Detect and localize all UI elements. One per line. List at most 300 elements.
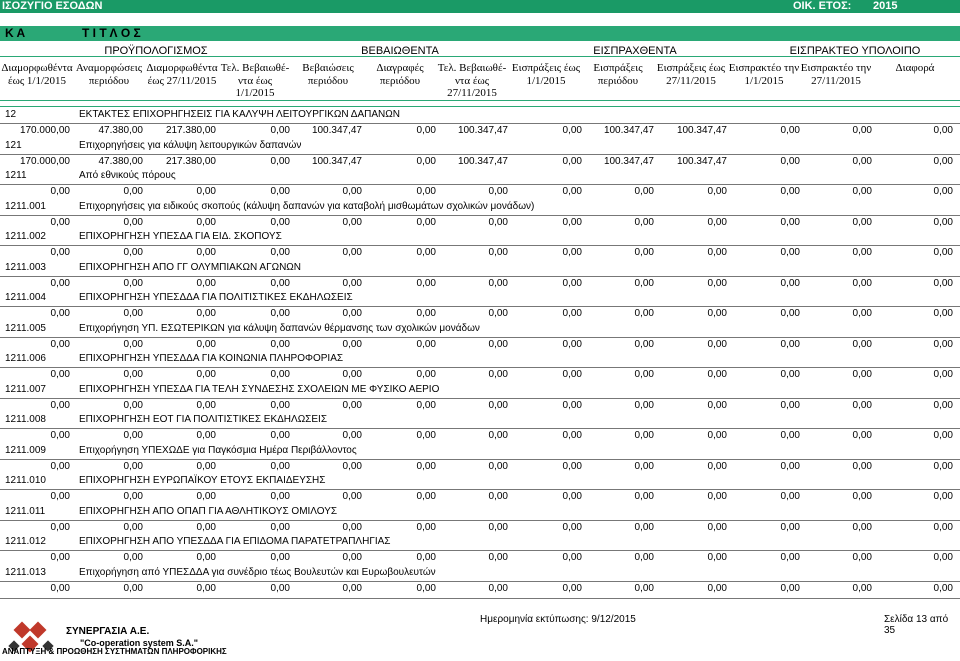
column-header-line: 1/1/2015 — [526, 74, 566, 87]
row-value: 0,00 — [562, 277, 582, 289]
row-value: 0,00 — [196, 216, 216, 228]
row-value: 0,00 — [123, 277, 143, 289]
row-value: 0,00 — [342, 338, 362, 350]
company-description: ΑΝΑΠΤΥΞΗ & ΠΡΟΩΘΗΣΗ ΣΥΣΤΗΜΑΤΩΝ ΠΛΗΡΟΦΟΡΙΚΗΣ — [2, 647, 227, 656]
row-separator — [0, 367, 960, 368]
row-value: 0,00 — [123, 582, 143, 594]
row-value: 0,00 — [270, 369, 290, 380]
row-value: 0,00 — [634, 552, 654, 563]
row-value: 0,00 — [933, 125, 953, 136]
row-value: 0,00 — [562, 582, 582, 594]
row-value: 0,00 — [50, 369, 70, 380]
row-value: 0,00 — [196, 247, 216, 258]
row-value: 0,00 — [852, 399, 872, 411]
row-value: 0,00 — [933, 155, 953, 167]
row-value: 0,00 — [416, 491, 436, 502]
row-code: 1211.005 — [5, 322, 46, 334]
row-value: 0,00 — [270, 338, 290, 350]
row-value: 217.380,00 — [165, 125, 216, 136]
column-header-line: 27/11/2015 — [447, 87, 497, 99]
row-value: 0,00 — [634, 369, 654, 380]
column-header-line: έως 1/1/2015 — [7, 74, 67, 87]
row-title: ΕΠΙΧΟΡΗΓΗΣΗ ΑΠΟ ΟΠΑΠ ΓΙΑ ΑΘΛΗΤΙΚΟΥΣ ΟΜΙΛΟΥΣ — [79, 505, 338, 517]
row-value: 0,00 — [488, 521, 508, 533]
row-value: 0,00 — [634, 430, 654, 441]
row-value: 0,00 — [50, 460, 70, 472]
row-value: 0,00 — [342, 582, 362, 594]
row-value: 0,00 — [196, 277, 216, 289]
row-value: 0,00 — [780, 582, 800, 594]
row-value: 0,00 — [416, 308, 436, 319]
column-header-line: Εισπράξεις έως — [656, 62, 726, 74]
row-value: 0,00 — [707, 186, 727, 197]
column-header-line: Διαμορφωθέντα — [1, 62, 73, 74]
row-value: 0,00 — [196, 552, 216, 563]
row-code: 1211.003 — [5, 261, 46, 273]
row-value: 0,00 — [562, 216, 582, 228]
row-code: 1211.009 — [5, 444, 46, 456]
group-receivable: ΕΙΣΠΡΑΚΤΕΟ ΥΠΟΛΟΙΠΟ — [789, 45, 921, 57]
row-value: 0,00 — [562, 369, 582, 380]
row-title: Επιχορήγηση από ΥΠΕΣΔΔΑ για συνέδριο τέως Βουλευτών και Ευρωβουλευτών — [79, 566, 436, 578]
row-value: 100.347,47 — [457, 125, 508, 136]
row-value: 0,00 — [852, 277, 872, 289]
row-title: Επιχορήγηση ΥΠΕΧΩΔΕ για Παγκόσμια Ημέρα Περιβάλλοντος — [79, 444, 357, 456]
row-value: 0,00 — [852, 430, 872, 441]
row-separator — [0, 276, 960, 277]
row-value: 0,00 — [780, 430, 800, 441]
row-value: 0,00 — [123, 460, 143, 472]
row-code: 1211.012 — [5, 536, 46, 547]
row-value: 0,00 — [123, 491, 143, 502]
row-separator — [0, 428, 960, 429]
row-value: 0,00 — [50, 582, 70, 594]
row-value: 0,00 — [50, 430, 70, 441]
row-value: 0,00 — [852, 582, 872, 594]
row-value: 0,00 — [780, 277, 800, 289]
row-value: 0,00 — [196, 582, 216, 594]
row-value: 0,00 — [196, 369, 216, 380]
row-value: 0,00 — [123, 247, 143, 258]
row-value: 0,00 — [634, 277, 654, 289]
header-ka: Κ Α — [5, 26, 26, 40]
row-value: 0,00 — [123, 186, 143, 197]
row-value: 0,00 — [488, 186, 508, 197]
column-header — [796, 62, 876, 87]
row-separator — [0, 489, 960, 490]
row-value: 0,00 — [634, 491, 654, 502]
row-value: 0,00 — [933, 399, 953, 411]
row-title: ΕΠΙΧΟΡΗΓΗΣΗ ΥΠΕΣΔΔΑ ΓΙΑ ΠΟΛΙΤΙΣΤΙΚΕΣ ΕΚΔΗΛΩΣΕΙΣ — [79, 292, 353, 303]
row-value: 0,00 — [342, 277, 362, 289]
row-value: 0,00 — [196, 460, 216, 472]
row-value: 0,00 — [488, 216, 508, 228]
row-value: 0,00 — [634, 582, 654, 594]
row-title: ΕΠΙΧΟΡΗΓΗΣΗ ΥΠΕΣΔΔΑ ΓΙΑ ΚΟΙΝΩΝΙΑ ΠΛΗΡΟΦΟΡΙΑΣ — [79, 353, 344, 364]
row-value: 0,00 — [634, 399, 654, 411]
row-value: 0,00 — [562, 460, 582, 472]
column-header-line: ντα έως — [454, 74, 490, 87]
row-value: 100.347,47 — [603, 155, 654, 167]
row-value: 0,00 — [270, 308, 290, 319]
fiscal-year-value: 2015 — [873, 0, 898, 12]
row-value: 0,00 — [852, 186, 872, 197]
row-separator — [0, 581, 960, 582]
row-value: 0,00 — [270, 491, 290, 502]
row-title: Επιχορήγηση ΥΠ. ΕΣΩΤΕΡΙΚΩΝ για κάλυψη δαπανών θέρμανσης των σχολικών μονάδων — [79, 322, 480, 334]
row-value: 0,00 — [780, 521, 800, 533]
row-value: 0,00 — [270, 277, 290, 289]
row-value: 0,00 — [416, 186, 436, 197]
row-value: 0,00 — [562, 247, 582, 258]
row-value: 100.347,47 — [676, 155, 727, 167]
row-code: 1211.011 — [5, 505, 46, 517]
row-value: 0,00 — [933, 186, 953, 197]
row-value: 0,00 — [270, 521, 290, 533]
row-value: 0,00 — [342, 430, 362, 441]
row-separator — [0, 520, 960, 521]
row-value: 0,00 — [342, 521, 362, 533]
column-header-line: Τελ. Βεβαιωθέ- — [220, 62, 290, 74]
row-value: 47.380,00 — [98, 125, 143, 136]
row-value: 0,00 — [50, 186, 70, 197]
row-value: 47.380,00 — [98, 155, 143, 167]
row-separator — [0, 306, 960, 307]
page-number: Σελίδα 13 από 35 — [884, 614, 949, 636]
column-header-line: Τελ. Βεβαιωθέ- — [437, 62, 507, 74]
row-value: 0,00 — [707, 277, 727, 289]
row-value: 0,00 — [562, 308, 582, 319]
column-header-line: περιόδου — [597, 74, 639, 87]
column-header-line: 27/11/2015 — [811, 74, 861, 87]
row-value: 0,00 — [270, 430, 290, 441]
row-value: 0,00 — [196, 521, 216, 533]
column-header — [724, 62, 804, 87]
row-value: 0,00 — [852, 521, 872, 533]
row-value: 0,00 — [707, 460, 727, 472]
row-separator — [0, 459, 960, 460]
row-value: 0,00 — [342, 247, 362, 258]
row-title: ΕΠΙΧΟΡΗΓΗΣΗ ΕΟΤ ΓΙΑ ΠΟΛΙΤΙΣΤΙΚΕΣ ΕΚΔΗΛΩΣΕΙΣ — [79, 414, 327, 425]
column-header-line: Εισπρακτέο την — [728, 62, 800, 74]
column-header — [215, 62, 295, 100]
row-value: 0,00 — [270, 186, 290, 197]
row-separator — [0, 154, 960, 155]
row-value: 0,00 — [196, 308, 216, 319]
row-value: 0,00 — [707, 430, 727, 441]
row-value: 0,00 — [634, 308, 654, 319]
column-header-line: 1/1/2015 — [744, 74, 784, 87]
row-title: Επιχορηγήσεις για κάλυψη λειτουργικών δαπανών — [79, 139, 302, 151]
row-value: 0,00 — [707, 369, 727, 380]
row-value: 0,00 — [416, 277, 436, 289]
row-value: 0,00 — [780, 369, 800, 380]
row-value: 0,00 — [416, 521, 436, 533]
row-value: 0,00 — [123, 308, 143, 319]
row-value: 0,00 — [852, 216, 872, 228]
row-value: 0,00 — [933, 582, 953, 594]
row-value: 0,00 — [933, 216, 953, 228]
row-code: 1211.008 — [5, 414, 46, 425]
row-value: 0,00 — [634, 338, 654, 350]
row-value: 0,00 — [707, 582, 727, 594]
row-value: 100.347,47 — [676, 125, 727, 136]
row-value: 0,00 — [123, 399, 143, 411]
row-separator — [0, 245, 960, 246]
row-value: 0,00 — [416, 216, 436, 228]
row-value: 0,00 — [780, 491, 800, 502]
row-value: 0,00 — [270, 582, 290, 594]
row-value: 0,00 — [707, 308, 727, 319]
row-code: 1211.001 — [5, 200, 46, 212]
row-value: 0,00 — [416, 430, 436, 441]
row-value: 0,00 — [562, 552, 582, 563]
row-value: 0,00 — [50, 247, 70, 258]
row-separator — [0, 123, 960, 124]
row-value: 0,00 — [562, 399, 582, 411]
row-value: 0,00 — [852, 552, 872, 563]
row-separator — [0, 398, 960, 399]
column-header-line: Αναμορφώσεις — [75, 62, 143, 74]
row-separator — [0, 337, 960, 338]
row-value: 0,00 — [707, 552, 727, 563]
column-header-line: Εισπρακτέο την — [800, 62, 872, 74]
row-value: 0,00 — [562, 125, 582, 136]
row-value: 0,00 — [416, 460, 436, 472]
column-header-line: Διαμορφωθέντα — [146, 62, 218, 74]
row-value: 0,00 — [780, 460, 800, 472]
row-value: 0,00 — [50, 216, 70, 228]
row-value: 0,00 — [933, 338, 953, 350]
row-value: 0,00 — [707, 399, 727, 411]
row-code: 12 — [5, 109, 17, 120]
row-value: 0,00 — [933, 552, 953, 563]
report-topbar — [0, 0, 960, 13]
row-value: 0,00 — [342, 186, 362, 197]
row-separator — [0, 550, 960, 551]
row-value: 0,00 — [707, 521, 727, 533]
row-value: 0,00 — [933, 491, 953, 502]
row-value: 0,00 — [196, 430, 216, 441]
header-titlos: Τ Ι Τ Λ Ο Σ — [82, 26, 141, 40]
row-value: 0,00 — [852, 491, 872, 502]
row-value: 0,00 — [852, 125, 872, 136]
row-value: 0,00 — [933, 308, 953, 319]
row-value: 0,00 — [270, 216, 290, 228]
company-name: ΣΥΝΕΡΓΑΣΙΑ Α.Ε. — [66, 626, 150, 637]
column-header-line: ντα έως — [237, 74, 273, 87]
row-value: 0,00 — [852, 369, 872, 380]
row-code: 121 — [5, 139, 22, 151]
row-value: 170.000,00 — [19, 125, 70, 136]
row-value: 0,00 — [196, 338, 216, 350]
row-value: 0,00 — [562, 430, 582, 441]
row-value: 0,00 — [488, 338, 508, 350]
row-value: 0,00 — [50, 277, 70, 289]
row-title: ΕΠΙΧΟΡΗΓΗΣΗ ΑΠΟ ΥΠΕΣΔΔΑ ΓΙΑ ΕΠΙΔΟΜΑ ΠΑΡΑΤΕΤΡΑΠΛΗΓΙΑΣ — [79, 536, 391, 547]
row-value: 0,00 — [270, 155, 290, 167]
row-value: 0,00 — [933, 460, 953, 472]
row-value: 0,00 — [416, 582, 436, 594]
row-value: 0,00 — [123, 369, 143, 380]
row-title: ΕΠΙΧΟΡΗΓΗΣΗ ΥΠΕΣΔΑ ΓΙΑ ΕΙΔ. ΣΚΟΠΟΥΣ — [79, 231, 282, 242]
row-value: 0,00 — [342, 491, 362, 502]
row-value: 0,00 — [707, 216, 727, 228]
row-value: 0,00 — [488, 552, 508, 563]
row-value: 0,00 — [488, 399, 508, 411]
row-value: 0,00 — [933, 521, 953, 533]
row-title: ΕΚΤΑΚΤΕΣ ΕΠΙΧΟΡΗΓΗΣΕΙΣ ΓΙΑ ΚΑΛΥΨΗ ΛΕΙΤΟΥΡΓΙΚΩΝ ΔΑΠΑΝΩΝ — [79, 109, 400, 120]
row-value: 0,00 — [780, 155, 800, 167]
column-header — [432, 62, 512, 100]
report-org-title: ΙΣΟΖΥΓΙΟ ΕΣΟΔΩΝ — [2, 0, 103, 12]
row-value: 100.347,47 — [603, 125, 654, 136]
column-header — [0, 62, 77, 87]
row-value: 0,00 — [562, 155, 582, 167]
row-separator — [0, 184, 960, 185]
row-title: ΕΠΙΧΟΡΗΓΗΣΗ ΕΥΡΩΠΑΪΚΟΥ ΕΤΟΥΣ ΕΚΠΑΙΔΕΥΣΗΣ — [79, 475, 326, 486]
row-value: 0,00 — [707, 491, 727, 502]
row-value: 0,00 — [342, 460, 362, 472]
row-value: 0,00 — [852, 247, 872, 258]
row-value: 0,00 — [488, 460, 508, 472]
row-value: 0,00 — [852, 460, 872, 472]
row-value: 0,00 — [562, 491, 582, 502]
row-separator — [0, 215, 960, 216]
row-value: 0,00 — [342, 308, 362, 319]
row-value: 0,00 — [852, 155, 872, 167]
row-value: 0,00 — [50, 552, 70, 563]
row-code: 1211 — [5, 170, 27, 181]
row-value: 0,00 — [416, 552, 436, 563]
column-header-line: περιόδου — [307, 74, 349, 87]
row-value: 170.000,00 — [19, 155, 70, 167]
row-value: 0,00 — [634, 460, 654, 472]
row-value: 0,00 — [196, 399, 216, 411]
row-value: 0,00 — [270, 399, 290, 411]
row-value: 0,00 — [780, 216, 800, 228]
row-value: 0,00 — [342, 552, 362, 563]
row-value: 0,00 — [123, 552, 143, 563]
group-certified: ΒΕΒΑΙΩΘΕΝΤΑ — [361, 45, 439, 57]
row-value: 0,00 — [634, 186, 654, 197]
row-value: 0,00 — [342, 216, 362, 228]
row-value: 0,00 — [416, 338, 436, 350]
column-header-line: έως 27/11/2015 — [147, 74, 217, 87]
column-header — [142, 62, 222, 87]
row-value: 0,00 — [780, 186, 800, 197]
column-header — [875, 62, 955, 75]
row-value: 0,00 — [562, 521, 582, 533]
column-header — [578, 62, 658, 87]
row-value: 0,00 — [123, 521, 143, 533]
row-value: 0,00 — [123, 430, 143, 441]
row-value: 0,00 — [933, 277, 953, 289]
row-value: 100.347,47 — [311, 125, 362, 136]
column-header — [69, 62, 149, 87]
row-value: 0,00 — [342, 369, 362, 380]
row-value: 100.347,47 — [457, 155, 508, 167]
row-title: Από εθνικούς πόρους — [79, 170, 176, 181]
row-value: 0,00 — [416, 369, 436, 380]
row-value: 0,00 — [933, 369, 953, 380]
row-title: ΕΠΙΧΟΡΗΓΗΣΗ ΥΠΕΣΔΑ ΓΙΑ ΤΕΛΗ ΣΥΝΔΕΣΗΣ ΣΧΟΛΕΙΩΝ ΜΕ ΦΥΣΙΚΟ ΑΕΡΙΟ — [79, 383, 440, 395]
row-value: 0,00 — [270, 125, 290, 136]
row-value: 0,00 — [342, 399, 362, 411]
row-value: 0,00 — [562, 338, 582, 350]
column-header-line: 1/1/2015 — [235, 87, 275, 99]
row-value: 0,00 — [780, 399, 800, 411]
row-value: 0,00 — [634, 521, 654, 533]
row-value: 0,00 — [196, 186, 216, 197]
row-value: 0,00 — [488, 308, 508, 319]
row-value: 0,00 — [50, 338, 70, 350]
row-value: 0,00 — [852, 338, 872, 350]
row-value: 0,00 — [488, 247, 508, 258]
row-code: 1211.013 — [5, 566, 46, 578]
row-value: 0,00 — [196, 491, 216, 502]
group-collected: ΕΙΣΠΡΑΧΘΕΝΤΑ — [593, 45, 677, 57]
column-header-line: Διαφορά — [895, 62, 935, 74]
row-value: 0,00 — [50, 399, 70, 411]
column-header-line: Εισπράξεις έως — [511, 62, 581, 74]
row-value: 0,00 — [707, 247, 727, 258]
column-header — [651, 62, 731, 87]
row-code: 1211.004 — [5, 292, 46, 303]
row-value: 0,00 — [562, 186, 582, 197]
row-value: 0,00 — [780, 338, 800, 350]
row-value: 0,00 — [270, 247, 290, 258]
column-header-line: Εισπράξεις — [593, 62, 643, 74]
row-value: 0,00 — [933, 247, 953, 258]
column-header-line: 27/11/2015 — [666, 74, 716, 87]
row-value: 0,00 — [270, 460, 290, 472]
column-header — [288, 62, 368, 87]
group-budget: ΠΡΟΫΠΟΛΟΓΙΣΜΟΣ — [104, 45, 208, 57]
row-value: 0,00 — [416, 125, 436, 136]
row-value: 217.380,00 — [165, 155, 216, 167]
row-value: 0,00 — [933, 430, 953, 441]
row-value: 100.347,47 — [311, 155, 362, 167]
row-code: 1211.007 — [5, 383, 46, 395]
row-value: 0,00 — [852, 308, 872, 319]
header-title-band — [0, 26, 960, 40]
row-value: 0,00 — [780, 247, 800, 258]
row-value: 0,00 — [488, 430, 508, 441]
row-value: 0,00 — [50, 521, 70, 533]
row-value: 0,00 — [780, 125, 800, 136]
row-code: 1211.006 — [5, 353, 46, 364]
row-code: 1211.010 — [5, 475, 46, 486]
row-value: 0,00 — [123, 338, 143, 350]
footer-divider — [0, 598, 960, 599]
row-value: 0,00 — [416, 155, 436, 167]
row-value: 0,00 — [416, 399, 436, 411]
row-code: 1211.002 — [5, 231, 46, 242]
row-value: 0,00 — [488, 582, 508, 594]
row-value: 0,00 — [780, 552, 800, 563]
row-value: 0,00 — [50, 308, 70, 319]
row-value: 0,00 — [50, 491, 70, 502]
row-value: 0,00 — [270, 552, 290, 563]
row-value: 0,00 — [488, 491, 508, 502]
row-value: 0,00 — [634, 216, 654, 228]
print-date: Ημερομηνία εκτύπωσης: 9/12/2015 — [480, 614, 636, 625]
row-value: 0,00 — [488, 369, 508, 380]
column-header-line: Διαγραφές — [376, 62, 424, 74]
row-value: 0,00 — [416, 247, 436, 258]
row-value: 0,00 — [780, 308, 800, 319]
